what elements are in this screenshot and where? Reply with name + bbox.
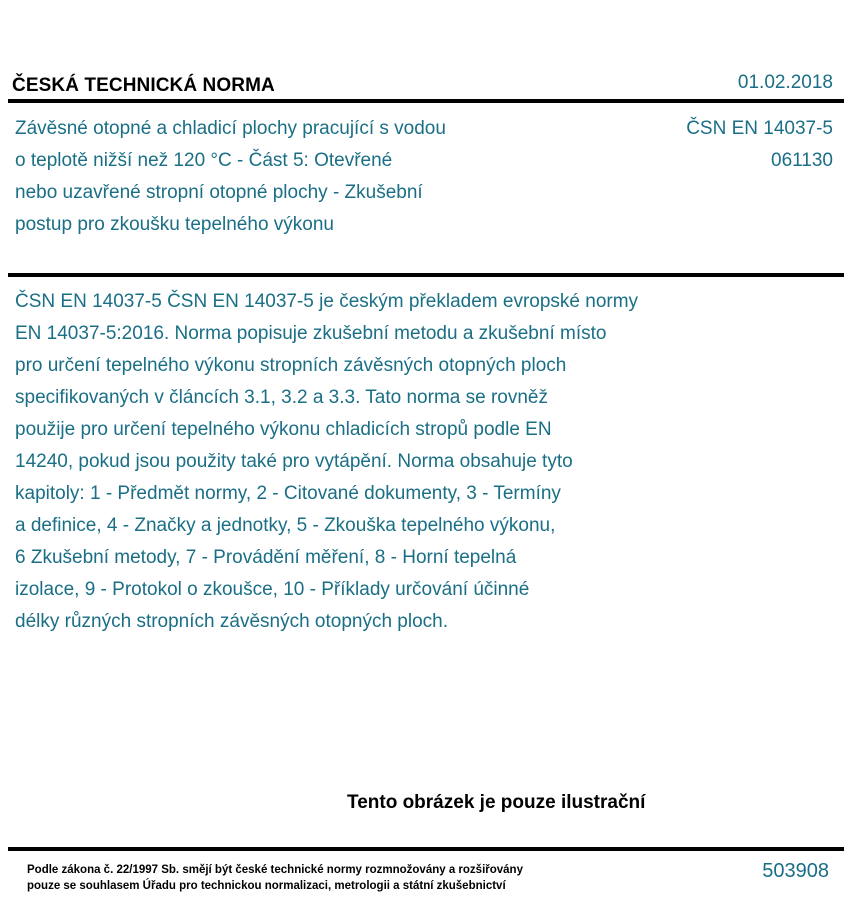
illustration-disclaimer: Tento obrázek je pouze ilustrační bbox=[347, 792, 646, 813]
title-divider bbox=[8, 273, 844, 277]
document-title: Závěsné otopné a chladicí plochy pracující s vodou o teplotě nižší než 120 °C - Část 5: Otevřené nebo uzavřené stropní otopné plochy - Zkušební postup pro zkoušku tepelného výkonu bbox=[15, 118, 446, 235]
standard-type-heading: ČESKÁ TECHNICKÁ NORMA bbox=[12, 75, 275, 96]
catalog-number: 503908 bbox=[762, 860, 829, 882]
class-number: 061130 bbox=[771, 150, 833, 171]
standard-code: ČSN EN 14037-5 bbox=[686, 118, 833, 139]
document-code-block bbox=[686, 113, 833, 177]
document-abstract: ČSN EN 14037-5 ČSN EN 14037-5 je českým překladem evropské normy EN 14037-5:2016. Norma popisuje zkušební metodu a zkušební místo pro určení tepelného výkonu stropních závěsných otopných ploch specifikovaných v článcích 3.1, 3.2 a 3.3. Tato norma se rovněž použije pro určení tepelného výkonu chladicích stropů podle EN 14240, pokud jsou použity také pro vytápění. Norma obsahuje tyto kapitoly: 1 - Předmět normy, 2 - Citované dokumenty, 3 - Termíny a definice, 4 - Značky a jednotky, 5 - Zkouška tepelného výkonu, 6 Zkušební metody, 7 - Provádění měření, 8 - Horní tepelná izolace, 9 - Protokol o zkoušce, 10 - Příklady určování účinné délky různých stropních závěsných otopných ploch. bbox=[15, 291, 639, 632]
publication-date: 01.02.2018 bbox=[737, 72, 833, 93]
legal-notice: Podle zákona č. 22/1997 Sb. smějí být české technické normy rozmnožovány a rozšiřovány pouze se souhlasem Úřadu pro technickou normalizaci, metrologii a státní zkušebnictví bbox=[27, 864, 523, 892]
header-divider bbox=[8, 99, 844, 103]
footer-divider bbox=[8, 847, 844, 851]
